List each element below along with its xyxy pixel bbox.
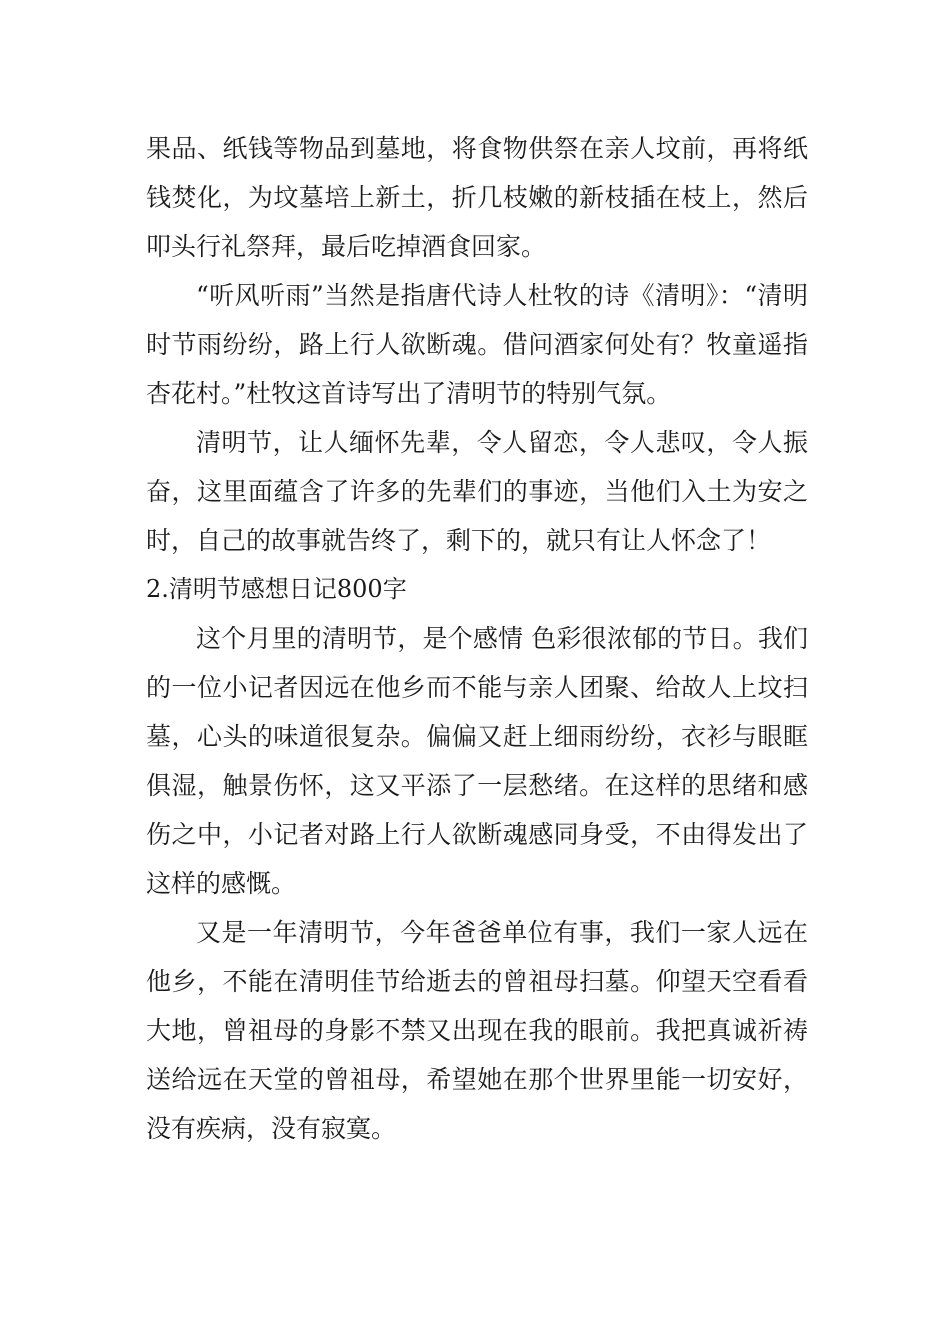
paragraph-remembrance: 清明节，让人缅怀先辈，令人留恋，令人悲叹，令人振奋，这里面蕴含了许多的先辈们的事迹，当他们入土为安之时，自己的故事就告终了，剩下的，就只有让人怀念了！ <box>146 428 808 555</box>
paragraph-reporter: 这个月里的清明节，是个感情 色彩很浓郁的节日。我们的一位小记者因远在他乡而不能与亲人团聚、给故人上坟扫墓，心头的味道很复杂。偏偏又赶上细雨纷纷，衣衫与眼眶俱湿，触景伤怀，这又平添了一层愁绪。在这样的思绪和感伤之中，小记者对路上行人欲断魂感同身受，不由得发出了这样的感慨。 <box>146 624 808 898</box>
paragraph-offerings: 果品、纸钱等物品到墓地，将食物供祭在亲人坟前，再将纸钱焚化，为坟墓培上新土，折几枝嫩的新枝插在枝上，然后叩头行礼祭拜，最后吃掉酒食回家。 <box>146 134 808 261</box>
paragraph-great-grandmother: 又是一年清明节，今年爸爸单位有事，我们一家人远在他乡，不能在清明佳节给逝去的曾祖母扫墓。仰望天空看看大地，曾祖母的身影不禁又出现在我的眼前。我把真诚祈祷送给远在天堂的曾祖母，希望她在那个世界里能一切安好，没有疾病，没有寂寞。 <box>146 918 808 1143</box>
paragraph-du-mu-poem: “听风听雨”当然是指唐代诗人杜牧的诗《清明》：“清明时节雨纷纷，路上行人欲断魂。借问酒家何处有？牧童遥指杏花村。”杜牧这首诗写出了清明节的特别气氛。 <box>146 281 808 408</box>
section-heading: 2.清明节感想日记800字 <box>146 575 407 603</box>
document-body <box>146 124 808 1153</box>
